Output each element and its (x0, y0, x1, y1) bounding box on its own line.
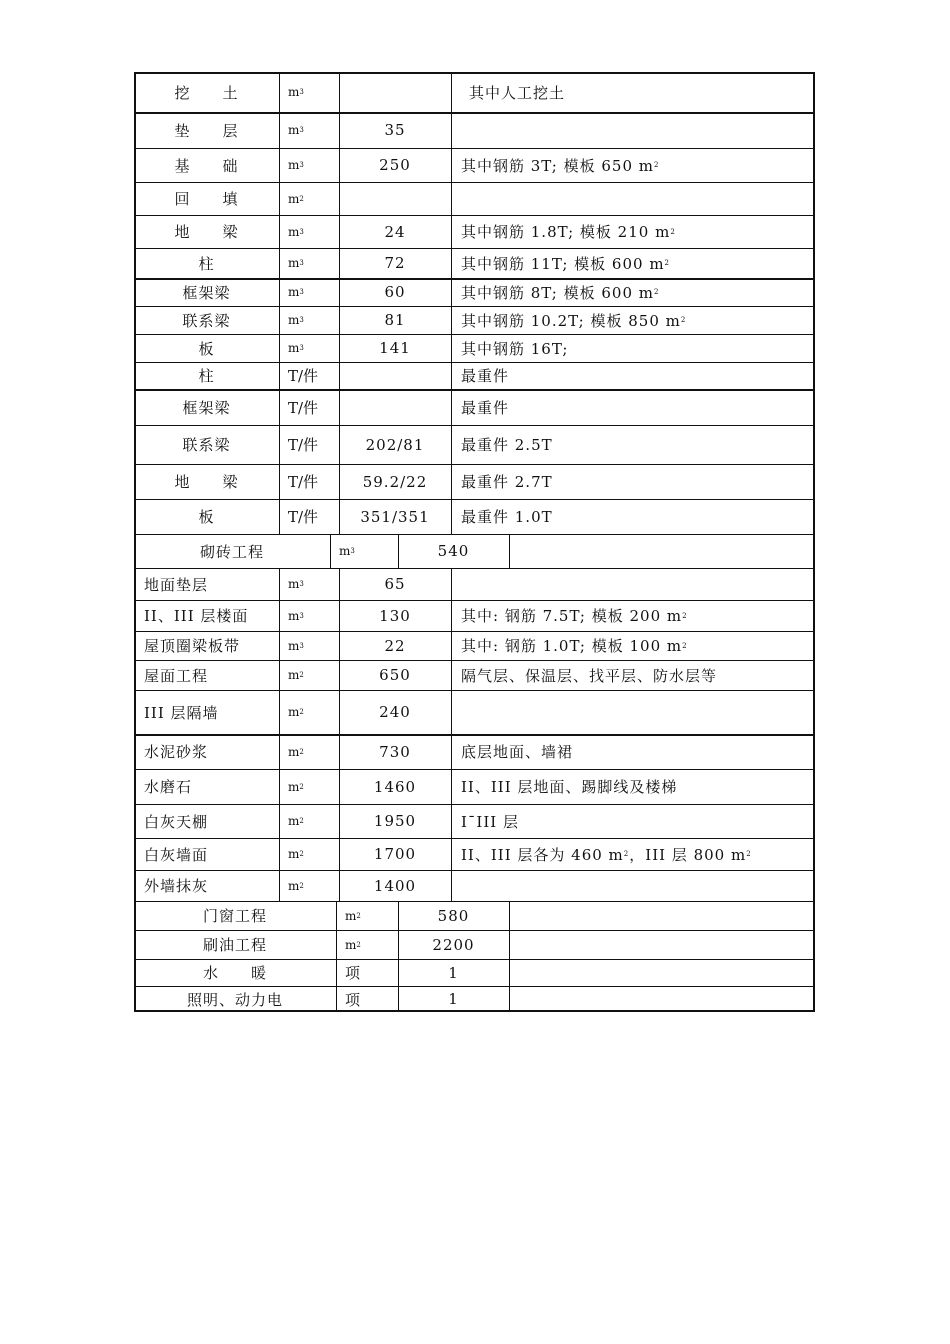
column-divider (398, 930, 399, 959)
quantity-cell: 81 (384, 311, 406, 329)
item-name-cell: 板 (198, 339, 215, 358)
note-cell (509, 959, 815, 986)
column-divider (451, 769, 452, 804)
note-cell: 隔气层、保温层、找平层、防水层等 (461, 666, 718, 685)
column-divider (336, 959, 337, 986)
table-row (134, 769, 815, 804)
note-cell: 最重件 1.0T (461, 508, 553, 526)
unit-cell: m 3 (288, 341, 304, 355)
quantity-cell: 650 (379, 666, 411, 684)
note-cell: 最重件 2.7T (461, 473, 553, 491)
column-divider (339, 600, 340, 631)
column-divider (451, 362, 452, 389)
quantity-cell: 24 (384, 222, 406, 241)
note-cell: 其中人工挖土 (469, 83, 566, 102)
column-divider (279, 248, 280, 278)
item-name-cell: 白灰天棚 (144, 812, 209, 831)
note-cell: 最重件 (461, 398, 510, 417)
unit-cell: m 2 (288, 191, 304, 206)
column-divider (279, 306, 280, 334)
column-divider (279, 182, 280, 215)
column-divider (339, 568, 340, 600)
item-name-cell: 框架梁 (182, 398, 231, 417)
unit-cell: T/件 (288, 508, 319, 526)
quantity-cell: 141 (379, 339, 411, 357)
item-name-cell: 水 暖 (202, 964, 267, 982)
column-divider (336, 930, 337, 959)
note-cell: 其中钢筋 16T; (461, 339, 569, 358)
table-row (134, 959, 815, 986)
table-row (134, 734, 815, 769)
column-divider (451, 278, 452, 306)
table-row (134, 248, 815, 278)
unit-cell: T/件 (288, 436, 319, 454)
table-row (134, 901, 815, 930)
unit-cell: m 3 (288, 608, 304, 623)
item-name-cell: 板 (198, 508, 215, 526)
item-name-cell: 地 梁 (174, 473, 239, 491)
note-cell: II、III 层各为 460 m 2 ，III 层 800 m 2 (461, 845, 752, 864)
quantity-cell: 202/81 (365, 435, 425, 454)
item-name-cell: 基 础 (174, 156, 239, 175)
column-divider (451, 631, 452, 660)
unit-cell: T/件 (288, 473, 319, 491)
item-name-cell: III 层隔墙 (144, 703, 219, 722)
quantity-cell (339, 389, 451, 425)
unit-cell: m 3 (339, 544, 355, 558)
note-cell: II、III 层地面、踢脚线及楼梯 (461, 778, 678, 796)
table-row (134, 631, 815, 660)
column-divider (451, 112, 452, 148)
column-divider (451, 660, 452, 690)
column-divider (279, 660, 280, 690)
quantity-cell: 240 (379, 703, 411, 721)
column-divider (451, 464, 452, 499)
unit-cell: T/件 (288, 398, 319, 417)
unit-cell: m 2 (288, 744, 304, 759)
column-divider (451, 248, 452, 278)
column-divider (339, 215, 340, 248)
column-divider (339, 499, 340, 534)
unit-cell: m 2 (288, 847, 304, 861)
note-cell: 底层地面、墙裙 (461, 743, 574, 761)
note-cell (509, 534, 815, 568)
item-name-cell: 白灰墙面 (144, 845, 209, 864)
column-divider (279, 804, 280, 838)
quantity-cell: 1460 (373, 777, 417, 796)
item-name-cell: 外墙抹灰 (144, 877, 209, 895)
column-divider (451, 148, 452, 182)
column-divider (398, 534, 399, 568)
column-divider (451, 215, 452, 248)
quantity-cell: 59.2/22 (362, 472, 428, 491)
quantity-cell: 1 (448, 963, 459, 982)
column-divider (451, 600, 452, 631)
unit-cell: m 3 (288, 577, 304, 591)
column-divider (279, 334, 280, 362)
table-row (134, 660, 815, 690)
item-name-cell: 柱 (198, 367, 215, 385)
column-divider (339, 148, 340, 182)
note-cell (509, 901, 815, 930)
note-cell (451, 182, 815, 215)
note-cell: 其中钢筋 10.2T; 模板 850 m 2 (461, 311, 687, 330)
column-divider (339, 389, 340, 425)
table-row (134, 148, 815, 182)
column-divider (330, 534, 331, 568)
column-divider (339, 112, 340, 148)
item-name-cell: 砌砖工程 (199, 542, 264, 561)
column-divider (451, 870, 452, 901)
note-cell (509, 986, 815, 1012)
item-name-cell: 联系梁 (182, 311, 231, 330)
quantity-cell (339, 362, 451, 389)
quantity-cell: 65 (384, 575, 406, 593)
column-divider (339, 464, 340, 499)
column-divider (339, 631, 340, 660)
table-row (134, 804, 815, 838)
column-divider (336, 986, 337, 1012)
column-divider (451, 389, 452, 425)
quantity-cell (339, 182, 451, 215)
column-divider (279, 499, 280, 534)
note-cell: 其中钢筋 1.8T; 模板 210 m 2 (461, 223, 676, 241)
item-name-cell: 垫 层 (174, 121, 239, 140)
column-divider (451, 182, 452, 215)
item-name-cell: 地 梁 (174, 223, 239, 241)
column-divider (339, 362, 340, 389)
quantity-cell: 351/351 (360, 507, 430, 526)
table-row (134, 215, 815, 248)
table-row (134, 986, 815, 1012)
column-divider (279, 769, 280, 804)
unit-cell: m 2 (288, 779, 304, 794)
column-divider (339, 248, 340, 278)
item-name-cell: 联系梁 (182, 436, 231, 454)
unit-cell: m 2 (345, 908, 361, 923)
note-cell: 其中: 钢筋 7.5T; 模板 200 m 2 (461, 607, 688, 625)
table-row (134, 690, 815, 734)
column-divider (279, 568, 280, 600)
column-divider (279, 72, 280, 112)
quantity-cell: 1400 (373, 876, 417, 895)
column-divider (279, 600, 280, 631)
column-divider (451, 804, 452, 838)
item-name-cell: 屋顶圈梁板带 (144, 637, 241, 655)
note-cell: 最重件 2.5T (461, 436, 553, 454)
quantity-cell: 35 (384, 121, 406, 139)
column-divider (339, 838, 340, 870)
column-divider (279, 215, 280, 248)
unit-cell: m 3 (288, 158, 304, 172)
table-row (134, 112, 815, 148)
column-divider (279, 389, 280, 425)
column-divider (451, 334, 452, 362)
column-divider (339, 182, 340, 215)
unit-cell: m 3 (288, 85, 304, 99)
note-cell: 其中钢筋 8T; 模板 600 m 2 (461, 283, 660, 302)
unit-cell: m 3 (288, 123, 304, 137)
unit-cell: m 3 (288, 638, 304, 653)
column-divider (451, 734, 452, 769)
column-divider (339, 804, 340, 838)
table-row (134, 499, 815, 534)
table-row (134, 838, 815, 870)
note-cell: I¯III 层 (461, 812, 519, 831)
column-divider (339, 334, 340, 362)
column-divider (279, 464, 280, 499)
table-row (134, 362, 815, 389)
quantity-cell: 60 (384, 283, 406, 301)
unit-cell: m 2 (288, 705, 304, 719)
note-cell (451, 112, 815, 148)
item-name-cell: 水泥砂浆 (144, 743, 209, 761)
column-divider (509, 901, 510, 930)
item-name-cell: 框架梁 (182, 283, 231, 302)
item-name-cell: 回 填 (174, 190, 239, 208)
item-name-cell: II、III 层楼面 (144, 607, 249, 625)
unit-cell: m 2 (288, 668, 304, 682)
unit-cell: m 2 (288, 878, 304, 893)
column-divider (451, 499, 452, 534)
column-divider (279, 838, 280, 870)
item-name-cell: 门窗工程 (202, 907, 267, 925)
column-divider (279, 148, 280, 182)
column-divider (451, 838, 452, 870)
column-divider (279, 631, 280, 660)
column-divider (339, 425, 340, 464)
note-cell: 其中: 钢筋 1.0T; 模板 100 m 2 (461, 637, 688, 655)
table-row (134, 425, 815, 464)
column-divider (451, 72, 452, 112)
unit-cell: m 3 (288, 256, 304, 270)
table-row (134, 389, 815, 425)
column-divider (336, 901, 337, 930)
table-row (134, 306, 815, 334)
table-row (134, 334, 815, 362)
column-divider (398, 901, 399, 930)
unit-cell: m 2 (345, 937, 361, 952)
quantity-cell: 580 (437, 906, 470, 925)
unit-cell: T/件 (288, 367, 319, 385)
note-cell (451, 870, 815, 901)
quantity-cell: 540 (437, 542, 470, 560)
column-divider (509, 534, 510, 568)
item-name-cell: 水磨石 (144, 778, 193, 796)
table-row (134, 278, 815, 306)
item-name-cell: 柱 (198, 254, 215, 273)
quantity-cell (339, 72, 451, 112)
unit-cell: m 3 (288, 224, 304, 239)
table-row (134, 534, 815, 568)
column-divider (451, 568, 452, 600)
quantity-cell: 72 (384, 254, 406, 272)
quantity-cell: 1 (448, 990, 459, 1008)
column-divider (279, 112, 280, 148)
table-row (134, 568, 815, 600)
item-name-cell: 屋面工程 (144, 666, 209, 685)
column-divider (398, 959, 399, 986)
column-divider (279, 425, 280, 464)
table-row (134, 72, 815, 112)
column-divider (451, 425, 452, 464)
column-divider (279, 278, 280, 306)
item-name-cell: 照明、动力电 (186, 990, 283, 1009)
column-divider (339, 660, 340, 690)
column-divider (339, 870, 340, 901)
quantity-cell: 2200 (432, 935, 475, 954)
column-divider (339, 769, 340, 804)
note-cell: 其中钢筋 3T; 模板 650 m 2 (461, 156, 660, 175)
table-row (134, 600, 815, 631)
note-cell: 其中钢筋 11T; 模板 600 m 2 (461, 254, 671, 273)
table-row (134, 464, 815, 499)
quantity-cell: 1700 (373, 845, 417, 863)
note-cell (451, 568, 815, 600)
quantity-cell: 130 (379, 606, 411, 625)
quantity-cell: 22 (384, 636, 406, 655)
column-divider (279, 690, 280, 734)
column-divider (339, 72, 340, 112)
column-divider (451, 306, 452, 334)
quantity-cell: 1950 (373, 812, 417, 830)
unit-cell: 项 (345, 964, 361, 982)
note-cell: 最重件 (461, 367, 510, 385)
unit-cell: m 3 (288, 313, 304, 327)
column-divider (279, 734, 280, 769)
unit-cell: m 3 (288, 285, 304, 299)
column-divider (509, 986, 510, 1012)
column-divider (451, 690, 452, 734)
column-divider (279, 870, 280, 901)
note-cell (509, 930, 815, 959)
quantity-cell: 250 (379, 156, 411, 174)
table-row (134, 930, 815, 959)
quantity-cell: 730 (379, 742, 411, 761)
table-row (134, 182, 815, 215)
column-divider (339, 690, 340, 734)
table-row (134, 870, 815, 901)
note-cell (451, 690, 815, 734)
item-name-cell: 刷油工程 (202, 936, 267, 954)
column-divider (398, 986, 399, 1012)
item-name-cell: 挖 土 (174, 83, 239, 102)
column-divider (339, 278, 340, 306)
item-name-cell: 地面垫层 (144, 575, 209, 594)
column-divider (509, 930, 510, 959)
column-divider (339, 734, 340, 769)
column-divider (339, 306, 340, 334)
column-divider (509, 959, 510, 986)
unit-cell: m 2 (288, 814, 304, 828)
column-divider (279, 362, 280, 389)
unit-cell: 项 (345, 990, 361, 1009)
